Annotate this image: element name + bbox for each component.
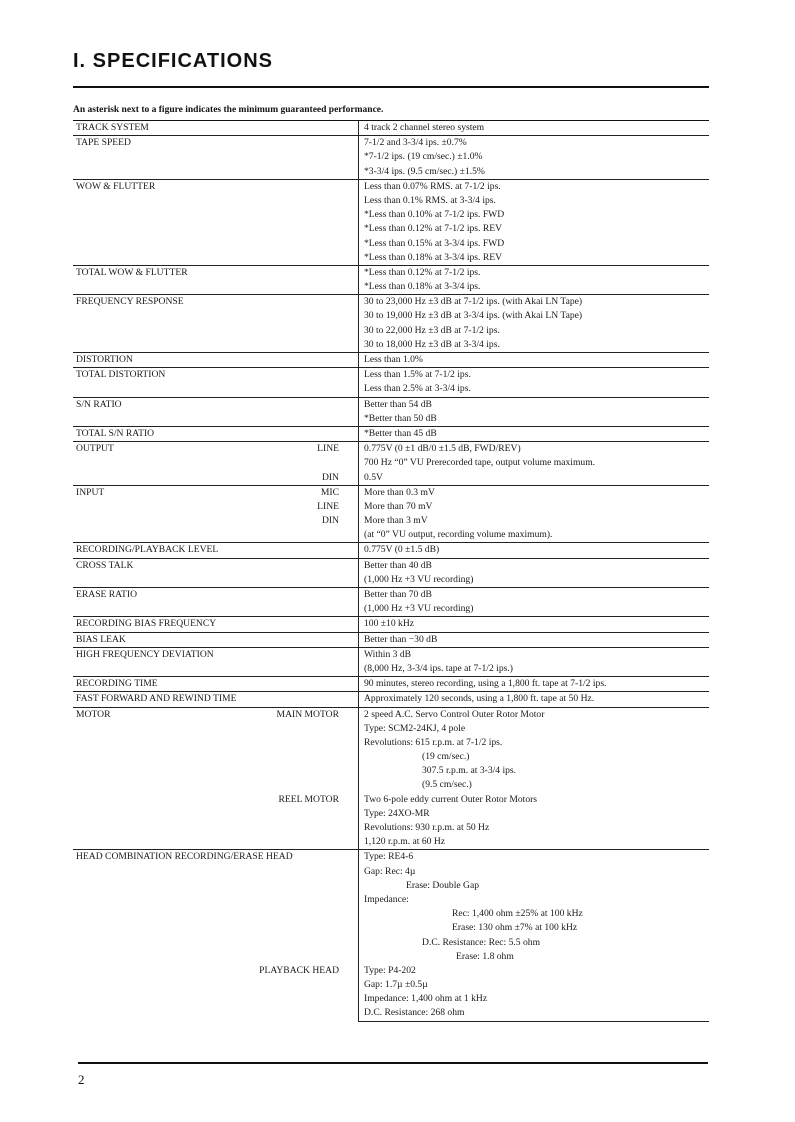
spec-label-cell xyxy=(73,691,358,705)
spec-label: HIGH FREQUENCY DEVIATION xyxy=(76,648,214,660)
spec-value-cell xyxy=(358,676,709,691)
spec-label-cell xyxy=(73,352,358,366)
spec-row xyxy=(73,397,709,426)
spec-label-cell xyxy=(73,426,358,440)
spec-label-cell xyxy=(73,632,358,646)
spec-value-line: 7-1/2 and 3-3/4 ips. ±0.7% xyxy=(364,137,467,149)
spec-label-cell xyxy=(73,120,358,134)
spec-label: TOTAL DISTORTION xyxy=(76,369,166,381)
spec-row xyxy=(73,294,709,352)
spec-label-cell xyxy=(73,294,358,351)
spec-value-line: Revolutions: 615 r.p.m. at 7-1/2 ips. xyxy=(364,736,503,748)
spec-value-line: 2 speed A.C. Servo Control Outer Rotor Motor xyxy=(364,708,545,720)
footer-rule xyxy=(78,1062,708,1064)
spec-value-cell xyxy=(358,441,709,485)
spec-value-line: 0.775V (0 ±1.5 dB) xyxy=(364,544,440,556)
spec-value-line: Impedance: 1,400 ohm at 1 kHz xyxy=(364,993,488,1005)
spec-label: S/N RATIO xyxy=(76,398,122,410)
spec-value-line: *Less than 0.12% at 7-1/2 ips. xyxy=(364,266,481,278)
spec-value-line: Erase: 130 ohm ±7% at 100 kHz xyxy=(452,922,578,934)
spec-label-cell xyxy=(73,367,358,395)
spec-value-line: *Less than 0.18% at 3-3/4 ips. xyxy=(364,281,481,293)
spec-value-line: D.C. Resistance: 268 ohm xyxy=(364,1007,465,1019)
spec-value-line: *Better than 45 dB xyxy=(364,427,437,439)
spec-value-line: *Less than 0.15% at 3-3/4 ips. FWD xyxy=(364,237,505,249)
spec-row xyxy=(73,485,709,543)
spec-value-cell xyxy=(358,294,709,352)
spec-value-line: (8,000 Hz, 3-3/4 ips. tape at 7-1/2 ips.) xyxy=(364,662,513,674)
spec-label: RECORDING BIAS FREQUENCY xyxy=(76,618,217,630)
spec-value-line: Erase: Double Gap xyxy=(406,879,479,891)
spec-value-cell xyxy=(358,632,709,647)
spec-value-line: 1,120 r.p.m. at 60 Hz xyxy=(364,836,446,848)
spec-label: TOTAL WOW & FLUTTER xyxy=(76,266,188,278)
spec-row xyxy=(73,849,709,1021)
spec-row xyxy=(73,179,709,265)
spec-value-line: 30 to 22,000 Hz ±3 dB at 7-1/2 ips. xyxy=(364,324,500,336)
spec-label-cell xyxy=(73,135,358,178)
spec-value-cell xyxy=(358,616,709,631)
spec-row xyxy=(73,587,709,616)
spec-label-cell xyxy=(73,542,358,556)
spec-label: ERASE RATIO xyxy=(76,589,138,600)
spec-value-line: (1,000 Hz +3 VU recording) xyxy=(364,573,474,585)
spec-value-line: 30 to 19,000 Hz ±3 dB at 3-3/4 ips. (with Akai LN Tape) xyxy=(364,310,583,322)
spec-row xyxy=(73,647,709,676)
spec-row xyxy=(73,120,709,135)
spec-value-line: Less than 0.1% RMS. at 3-3/4 ips. xyxy=(364,194,496,206)
spec-label-cell xyxy=(73,676,358,690)
spec-sublabel: LINE xyxy=(317,443,339,455)
spec-value-line: More than 0.3 mV xyxy=(364,486,435,498)
spec-label: RECORDING/PLAYBACK LEVEL xyxy=(76,544,219,556)
spec-label: WOW & FLUTTER xyxy=(76,180,156,192)
spec-row xyxy=(73,352,709,367)
spec-value-cell xyxy=(358,265,709,294)
spec-label: INPUT xyxy=(76,486,105,498)
spec-value-cell xyxy=(358,587,709,616)
spec-value-line: Type: SCM2-24KJ, 4 pole xyxy=(364,722,466,734)
spec-sublabel: MIC xyxy=(320,486,339,498)
spec-sublabel: REEL MOTOR xyxy=(278,793,339,805)
spec-sublabel: LINE xyxy=(317,500,339,512)
spec-value-line: *Less than 0.10% at 7-1/2 ips. FWD xyxy=(364,209,505,221)
spec-value-line: Better than 70 dB xyxy=(364,589,432,600)
spec-value-line: Better than 40 dB xyxy=(364,559,432,571)
spec-label: TAPE SPEED xyxy=(76,137,131,149)
spec-value-cell xyxy=(358,707,709,850)
spec-label-cell xyxy=(73,179,358,264)
spec-value-line: (19 cm/sec.) xyxy=(422,751,470,763)
spec-value-line: (at “0” VU output, recording volume maximum). xyxy=(364,529,553,541)
spec-value-line: *Better than 50 dB xyxy=(364,412,437,424)
spec-label: FAST FORWARD AND REWIND TIME xyxy=(76,693,237,705)
spec-row xyxy=(73,616,709,631)
spec-row xyxy=(73,542,709,557)
spec-value-line: Gap: 1.7µ ±0.5µ xyxy=(364,979,428,991)
spec-value-cell xyxy=(358,179,709,265)
page-title: I. SPECIFICATIONS xyxy=(73,50,273,72)
spec-value-cell xyxy=(358,691,709,706)
spec-value-line: Better than 54 dB xyxy=(364,398,432,410)
spec-row xyxy=(73,632,709,647)
spec-label: TOTAL S/N RATIO xyxy=(76,427,155,439)
spec-value-cell xyxy=(358,135,709,179)
spec-value-line: (1,000 Hz +3 VU recording) xyxy=(364,603,474,615)
spec-row xyxy=(73,676,709,691)
spec-value-line: *3-3/4 ips. (9.5 cm/sec.) ±1.5% xyxy=(364,165,485,177)
spec-value-line: Within 3 dB xyxy=(364,648,412,660)
spec-label-cell xyxy=(73,441,358,484)
spec-value-line: 100 ±10 kHz xyxy=(364,618,415,630)
spec-label: OUTPUT xyxy=(76,443,114,455)
spec-value-line: *Less than 0.18% at 3-3/4 ips. REV xyxy=(364,251,503,263)
spec-row xyxy=(73,441,709,485)
spec-value-line: 307.5 r.p.m. at 3-3/4 ips. xyxy=(422,765,517,777)
spec-value-line: 30 to 23,000 Hz ±3 dB at 7-1/2 ips. (with Akai LN Tape) xyxy=(364,296,583,308)
spec-value-line: Approximately 120 seconds, using a 1,800 ft. tape at 50 Hz. xyxy=(364,693,595,705)
spec-value-line: Type: RE4-6 xyxy=(364,851,414,863)
spec-value-line: Rec: 1,400 ohm ±25% at 100 kHz xyxy=(452,908,583,920)
spec-row xyxy=(73,558,709,587)
spec-sublabel: MAIN MOTOR xyxy=(276,708,339,720)
spec-value-cell xyxy=(358,120,709,135)
spec-value-line: Revolutions: 930 r.p.m. at 50 Hz xyxy=(364,822,490,833)
spec-value-cell xyxy=(358,542,709,557)
spec-value-line: D.C. Resistance: Rec: 5.5 ohm xyxy=(422,936,541,948)
spec-sublabel: DIN xyxy=(321,471,339,483)
spec-label-cell xyxy=(73,397,358,425)
spec-sublabel: DIN xyxy=(321,515,339,527)
spec-row xyxy=(73,707,709,850)
spec-value-line: 0.5V xyxy=(364,471,383,483)
spec-value-line: 30 to 18,000 Hz ±3 dB at 3-3/4 ips. xyxy=(364,338,500,350)
spec-label-cell xyxy=(73,485,358,542)
spec-value-cell xyxy=(358,397,709,426)
asterisk-note: An asterisk next to a figure indicates the minimum guaranteed performance. xyxy=(73,105,384,115)
spec-value-line: *7-1/2 ips. (19 cm/sec.) ±1.0% xyxy=(364,151,483,163)
spec-value-line: Gap: Rec: 4µ xyxy=(364,865,416,877)
spec-value-line: (9.5 cm/sec.) xyxy=(422,779,472,791)
spec-row xyxy=(73,691,709,706)
spec-label: FREQUENCY RESPONSE xyxy=(76,296,184,308)
spec-value-line: *Less than 0.12% at 7-1/2 ips. REV xyxy=(364,223,503,235)
spec-value-line: Type: P4-202 xyxy=(364,964,416,976)
spec-value-line: 4 track 2 channel stereo system xyxy=(364,122,485,133)
spec-label: RECORDING TIME xyxy=(76,678,158,690)
spec-label: DISTORTION xyxy=(76,354,133,365)
spec-value-cell xyxy=(358,485,709,543)
spec-label: TRACK SYSTEM xyxy=(76,122,149,133)
spec-label: HEAD COMBINATION RECORDING/ERASE HEAD xyxy=(76,851,293,863)
page-number: 2 xyxy=(78,1072,85,1087)
spec-value-line: Erase: 1.8 ohm xyxy=(456,950,514,962)
spec-value-line: Impedance: xyxy=(364,893,409,905)
spec-label-cell xyxy=(73,265,358,293)
spec-value-line: 0.775V (0 ±1 dB/0 ±1.5 dB, FWD/REV) xyxy=(364,443,521,455)
spec-value-line: Less than 1.0% xyxy=(364,354,423,365)
spec-label-cell xyxy=(73,558,358,586)
spec-value-line: Better than −30 dB xyxy=(364,633,438,645)
spec-value-cell xyxy=(358,426,709,441)
spec-value-line: Less than 0.07% RMS. at 7-1/2 ips. xyxy=(364,180,501,192)
spec-label-cell xyxy=(73,616,358,630)
spec-value-line: More than 3 mV xyxy=(364,515,428,527)
spec-value-cell xyxy=(358,849,709,1021)
spec-value-line: Less than 1.5% at 7-1/2 ips. xyxy=(364,369,471,381)
spec-row xyxy=(73,367,709,396)
spec-label-cell xyxy=(73,849,358,1019)
spec-value-cell xyxy=(358,367,709,396)
specifications-table xyxy=(73,120,709,1022)
spec-value-cell xyxy=(358,352,709,367)
spec-value-line: Two 6-pole eddy current Outer Rotor Motors xyxy=(364,793,538,805)
spec-value-line: Type: 24XO-MR xyxy=(364,807,430,819)
spec-row xyxy=(73,135,709,179)
spec-value-cell xyxy=(358,558,709,587)
spec-label: CROSS TALK xyxy=(76,559,134,571)
spec-value-line: Less than 2.5% at 3-3/4 ips. xyxy=(364,383,471,395)
spec-value-cell xyxy=(358,647,709,676)
spec-label-cell xyxy=(73,587,358,615)
spec-label: BIAS LEAK xyxy=(76,633,126,645)
spec-label-cell xyxy=(73,647,358,675)
spec-row xyxy=(73,265,709,294)
spec-label-cell xyxy=(73,707,358,849)
spec-value-line: More than 70 mV xyxy=(364,500,433,512)
spec-value-line: 90 minutes, stereo recording, using a 1,800 ft. tape at 7-1/2 ips. xyxy=(364,678,607,690)
spec-value-line: 700 Hz “0” VU Prerecorded tape, output volume maximum. xyxy=(364,457,596,469)
title-rule xyxy=(73,86,709,88)
spec-label: MOTOR xyxy=(76,708,111,720)
spec-row xyxy=(73,426,709,441)
spec-sublabel: PLAYBACK HEAD xyxy=(259,964,339,976)
